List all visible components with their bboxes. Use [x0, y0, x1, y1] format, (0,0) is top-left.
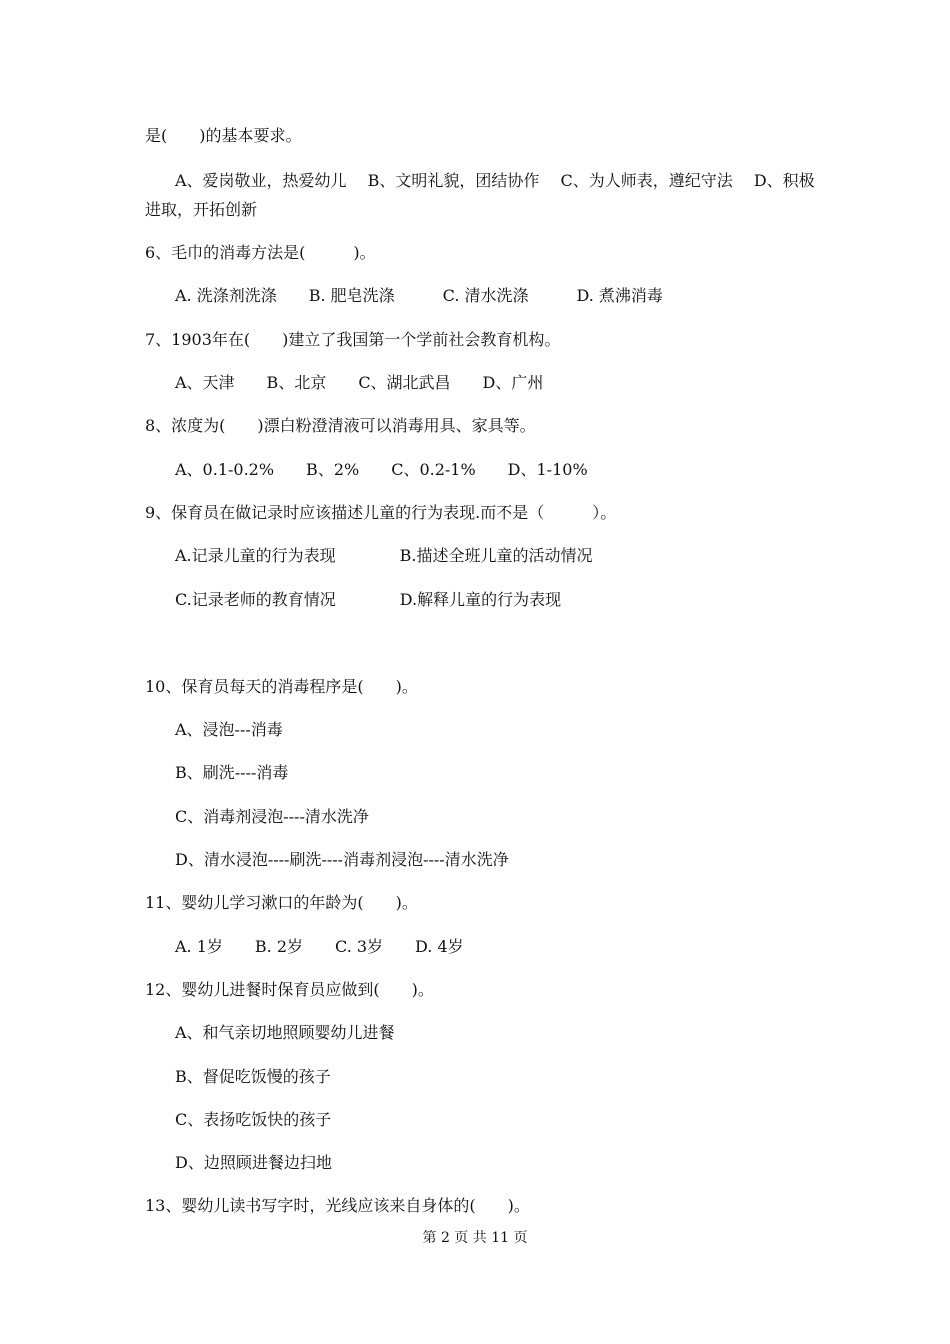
text-line: D、清水浸泡----刷洗----消毒剂浸泡----清水洗净	[175, 850, 509, 869]
text-line: A、0.1-0.2% B、2% C、0.2-1% D、1-10%	[175, 460, 588, 479]
text-line: A、爱岗敬业，热爱幼儿 B、文明礼貌，团结协作 C、为人师表，遵纪守法 D、积极	[175, 171, 815, 190]
text-line: 9、保育员在做记录时应该描述儿童的行为表现.而不是（ ）。	[145, 503, 617, 522]
text-line: A、天津 B、北京 C、湖北武昌 D、广州	[175, 373, 544, 392]
text-line: 10、保育员每天的消毒程序是( )。	[145, 677, 418, 696]
text-line: 是( )的基本要求。	[145, 126, 302, 145]
text-line: 13、婴幼儿读书写字时，光线应该来自身体的( )。	[145, 1196, 530, 1215]
page-footer: 第 2 页 共 11 页	[422, 1230, 528, 1246]
text-line: A.记录儿童的行为表现 B.描述全班儿童的活动情况	[175, 546, 593, 565]
text-line: 8、浓度为( )漂白粉澄清液可以消毒用具、家具等。	[145, 416, 536, 435]
text-line: B、刷洗----消毒	[175, 763, 289, 782]
text-line: A. 洗涤剂洗涤 B. 肥皂洗涤 C. 清水洗涤 D. 煮沸消毒	[175, 286, 663, 305]
text-line: A、和气亲切地照顾婴幼儿进餐	[175, 1023, 395, 1042]
text-line: 12、婴幼儿进餐时保育员应做到( )。	[145, 980, 434, 999]
text-line: C.记录老师的教育情况 D.解释儿童的行为表现	[175, 590, 562, 609]
text-line: C、表扬吃饭快的孩子	[175, 1110, 332, 1129]
text-line: A、浸泡---消毒	[175, 720, 283, 739]
text-line: 进取，开拓创新	[145, 200, 258, 219]
text-line: 6、毛巾的消毒方法是( )。	[145, 243, 376, 262]
text-line: 11、婴幼儿学习漱口的年龄为( )。	[145, 893, 418, 912]
text-line: D、边照顾进餐边扫地	[175, 1153, 332, 1172]
text-line: C、消毒剂浸泡----清水洗净	[175, 807, 369, 826]
text-line: B、督促吃饭慢的孩子	[175, 1067, 331, 1086]
text-line: A. 1岁 B. 2岁 C. 3岁 D. 4岁	[175, 937, 464, 956]
text-line: 7、1903年在( )建立了我国第一个学前社会教育机构。	[145, 330, 561, 349]
